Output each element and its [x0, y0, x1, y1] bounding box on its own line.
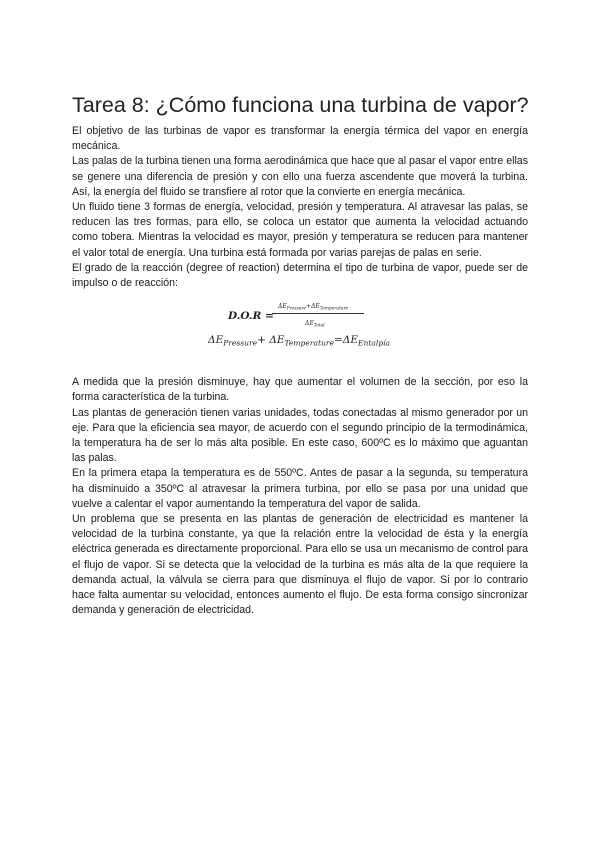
page-title: Tarea 8: ¿Cómo funciona una turbina de vapor?: [72, 93, 529, 117]
fraction-bar: [272, 313, 364, 314]
formula-lhs: D.O.R =: [228, 310, 274, 323]
paragraph-energy-forms: Un fluido tiene 3 formas de energía, velocidad, presión y temperatura. Al atravesar las palas, se reducen las tres formas, para ello, se coloca un estator que aumenta la velocidad actuando como tobera. Mientras la velocidad es mayor, presión y temperatura se reducen para mantener el valor total de energía. Una turbina está formada por varias parejas de palas en serie.: [72, 201, 528, 259]
paragraph-speed-control: Un problema que se presenta en las plantas de generación de electricidad es mantener la velocidad de la turbina constante, ya que la relación entre la velocidad de ésta y la energía eléctrica generada es directamente proporcional. Para ello se usa un mecanismo de control para el flujo de vapor. Si se detecta que la velocidad de la turbina es más alta de la que requiere la demanda actual, la válvula se cierra para que disminuya el flujo de vapor. Si por lo contrario hace falta aumentar su velocidad, entonces aumento el flujo. De esta forma consigo sincronizar demanda y generación de electricidad.: [72, 513, 528, 617]
paragraph-degree-of-reaction: El grado de la reacción (degree of reaction) determina el tipo de turbina de vapor, puede ser de impulso o de reacción:: [72, 261, 528, 290]
paragraph-temperature-stages: En la primera etapa la temperatura es de 550ºC. Antes de pasar a la segunda, su temperatura ha disminuido a 350ºC al atravesar la primera turbina, por ello se pasa por una unidad que vuelve a calentar el vapor aumentando la temperatura del vapor de salida.: [72, 467, 528, 510]
formula-numerator: $\Delta E_{Pressure}+\Delta E_{Temperature}$: [278, 303, 349, 312]
paragraph-objective: El objetivo de las turbinas de vapor es transformar la energía térmica del vapor en energía mecánica.: [72, 125, 528, 153]
dor-formula: [228, 299, 408, 333]
paragraph-pressure-volume: A medida que la presión disminuye, hay que aumentar el volumen de la sección, por eso la forma característica de la turbina.: [72, 376, 528, 404]
enthalpy-formula: $\Delta E_{Pressure}+ \Delta E_{Temperature}=\Delta E_{Entalpía}$: [208, 334, 391, 348]
paragraph-plants-efficiency: Las plantas de generación tienen varias unidades, todas conectadas al mismo generador por un eje. Para que la eficiencia sea mayor, de acuerdo con el segundo principio de la termodinámica, la temperatura ha de ser lo más alta posible. En este caso, 600ºC es lo máximo que aguantan las palas.: [72, 406, 528, 465]
paragraph-blades: Las palas de la turbina tienen una forma aerodinámica que hace que al pasar el vapor entre ellas se genere una diferencia de presión y con ello una fuerza ascendente que moverá la turbina. Así, la energía del fluido se transfiere al rotor que la convierte en energía mecánica.: [72, 155, 528, 198]
document-body: [72, 124, 528, 618]
formula-denominator: $\Delta E_{Total}$: [305, 320, 325, 329]
formula-block: [72, 293, 528, 359]
